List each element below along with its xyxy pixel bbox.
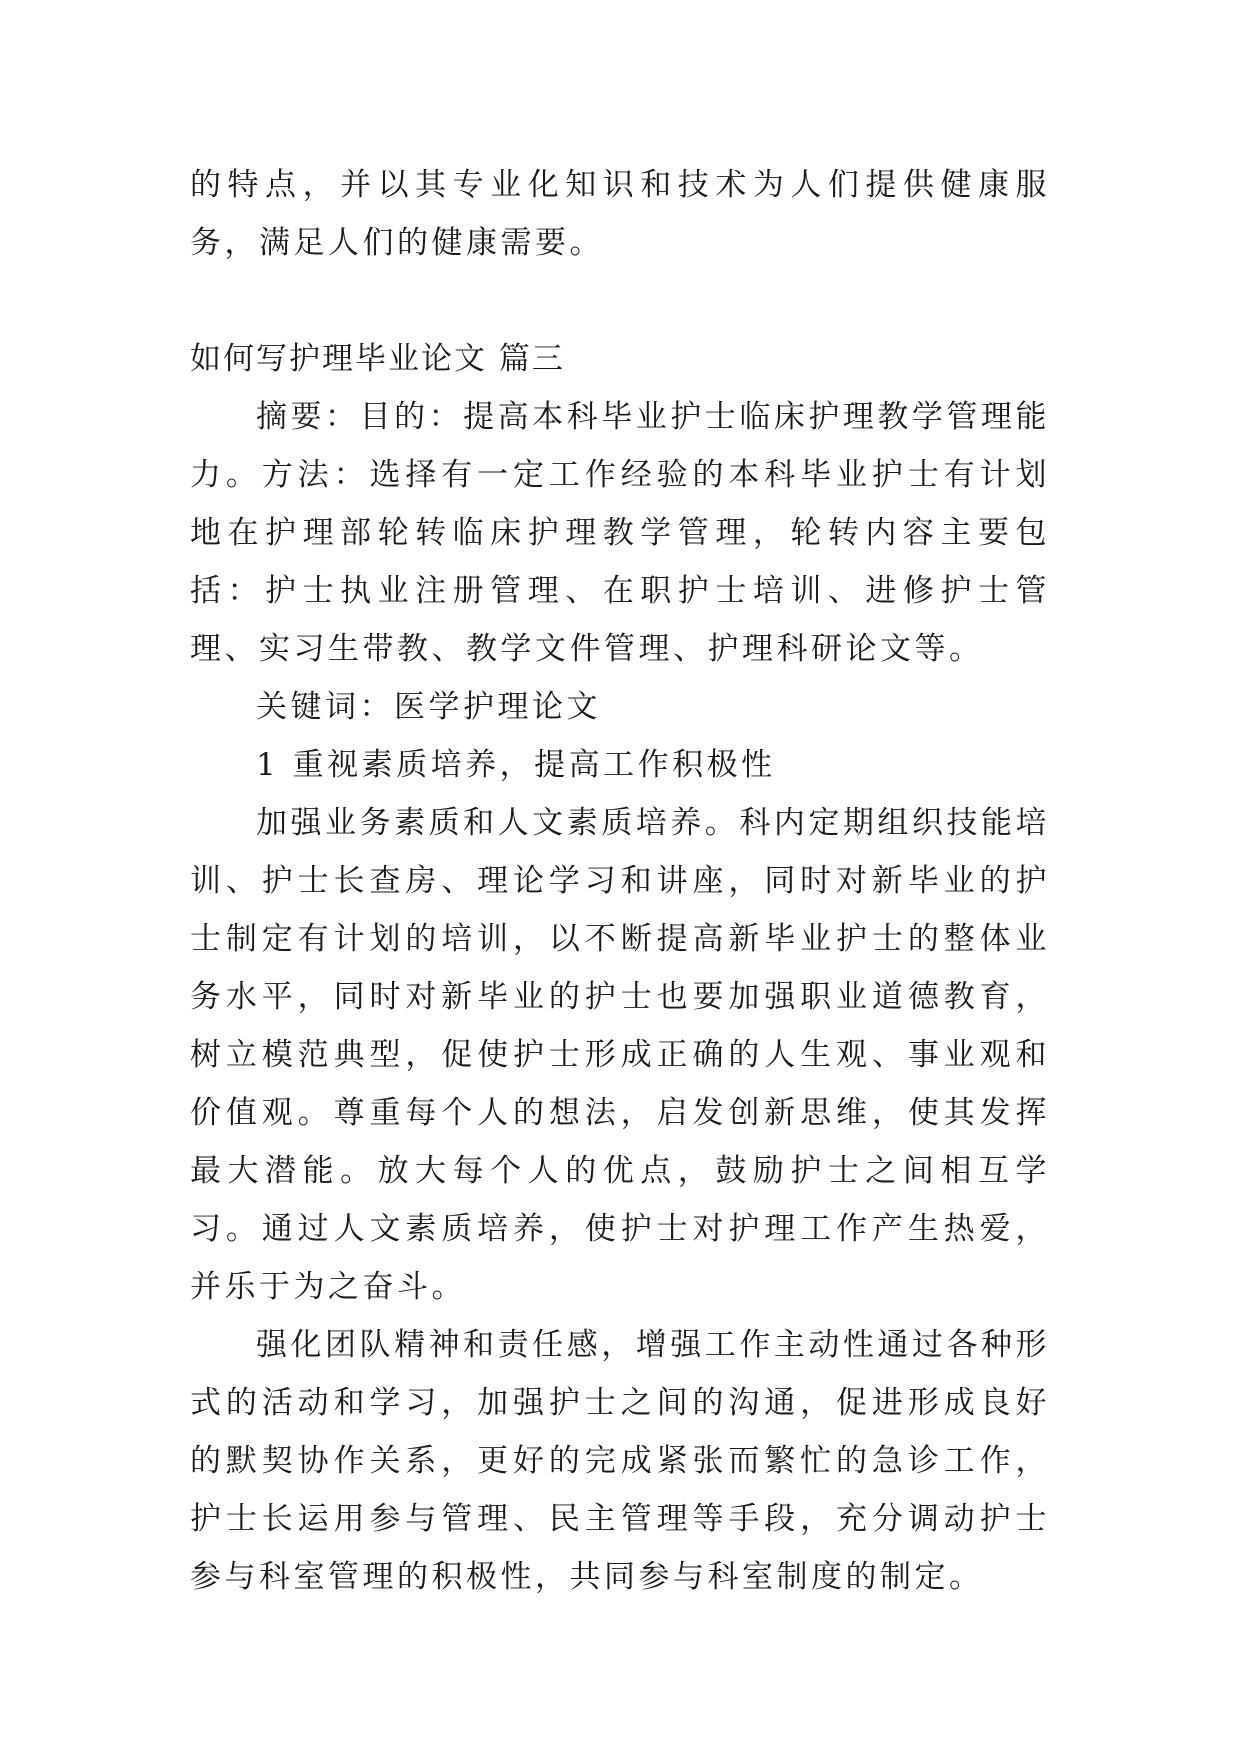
paragraph-continuation: 的特点，并以其专业化知识和技术为人们提供健康服务，满足人们的健康需要。 — [190, 167, 1050, 261]
keywords-line: 关键词：医学护理论文 — [256, 689, 601, 725]
section-title: 如何写护理毕业论文 篇三 — [190, 341, 565, 377]
document-body — [190, 156, 1050, 1606]
body-paragraph-1: 加强业务素质和人文素质培养。科内定期组织技能培训、护士长查房、理论学习和讲座，同时对新毕业的护士制定有计划的培训，以不断提高新毕业护士的整体业务水平，同时对新毕业的护士也要加强职业道德教育，树立模范典型，促使护士形成正确的人生观、事业观和价值观。尊重每个人的想法，启发创新思维，使其发挥最大潜能。放大每个人的优点，鼓励护士之间相互学习。通过人文素质培养，使护士对护理工作产生热爱，并乐于为之奋斗。 — [190, 805, 1050, 1305]
abstract-paragraph: 摘要：目的：提高本科毕业护士临床护理教学管理能力。方法：选择有一定工作经验的本科毕业护士有计划地在护理部轮转临床护理教学管理，轮转内容主要包括：护士执业注册管理、在职护士培训、进修护士管理、实习生带教、教学文件管理、护理科研论文等。 — [190, 399, 1050, 667]
heading-1: 1 重视素质培养，提高工作积极性 — [256, 747, 776, 783]
paragraph-gap — [190, 272, 1050, 330]
body-paragraph-2: 强化团队精神和责任感，增强工作主动性通过各种形式的活动和学习，加强护士之间的沟通，促进形成良好的默契协作关系，更好的完成紧张而繁忙的急诊工作，护士长运用参与管理、民主管理等手段，充分调动护士参与科室管理的积极性，共同参与科室制度的制定。 — [190, 1327, 1050, 1595]
